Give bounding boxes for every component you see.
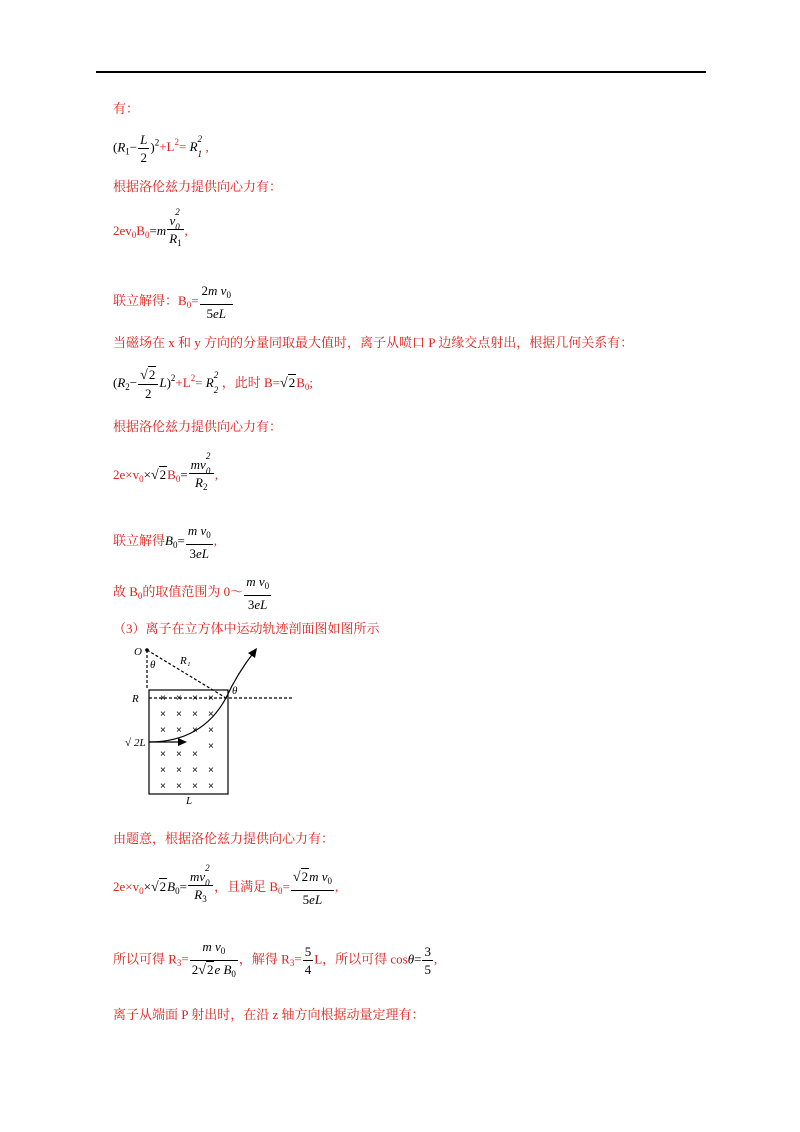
field-x: ×: [176, 765, 182, 776]
entry-arrow-head: [178, 738, 187, 746]
text-lorentz-force-3: 由题意，根据洛伦兹力提供向心力有：: [113, 831, 335, 846]
text-lorentz-1: [113, 178, 282, 196]
field-x: ×: [160, 781, 166, 792]
equation-range: 故 $B_0$的取值范围为 0～ $\frac{m v_0}{3eL}$: [113, 574, 270, 612]
equation-result-1: 联立解得：$B_0=$ $\frac{2m v_0}{5eL}$: [113, 283, 231, 321]
field-x: ×: [160, 765, 166, 776]
text-line-you: [113, 100, 139, 118]
field-x: ×: [192, 765, 198, 776]
equation-result-2: 联立解得$B_0=$ $\frac{m v_0}{3eL}$ ,: [113, 523, 217, 561]
field-x: ×: [208, 741, 214, 752]
equation-force-2: $2e\times v_0\times√2B_0=$ mv 2 0 $R_2$ ,: [113, 451, 219, 492]
field-x: ×: [160, 749, 166, 760]
exit-arrow-head: [248, 648, 257, 658]
field-x: ×: [176, 749, 182, 760]
equation-geometry-2: ($R_2-$ $\frac{√2}{2}$ $L)^2+L^2= R$ 2 2 ，此时 $B=√2B_0$;: [113, 367, 313, 401]
text-lorentz-2: [113, 418, 282, 436]
text-max-field-condition: 当磁场在 x 和 y 方向的分量同取最大值时，离子从喷口 P 边缘交点射出，根据几何关系有：: [113, 335, 634, 350]
trajectory-figure: [112, 644, 292, 806]
text-lorentz-3: [113, 830, 334, 848]
field-x: ×: [192, 709, 198, 720]
field-x: ×: [160, 693, 166, 704]
center-point-o: [145, 648, 149, 652]
field-x: ×: [192, 749, 198, 760]
field-x: ×: [192, 725, 198, 736]
equation-force-1: $2ev_0B_0=m$ v 2 0 $R_1$ ,: [113, 207, 188, 248]
label-theta-top: θ: [150, 659, 156, 671]
field-x: ×: [160, 709, 166, 720]
field-x: ×: [208, 781, 214, 792]
label-r: R: [132, 693, 139, 705]
field-x: ×: [208, 725, 214, 736]
field-x: ×: [176, 693, 182, 704]
field-x: ×: [208, 709, 214, 720]
text-lorentz-force-2: 根据洛伦兹力提供向心力有：: [113, 419, 283, 434]
label-sqrt: √: [125, 737, 132, 749]
text-part3-intro: （3）离子在立方体中运动轨迹剖面图如图所示: [113, 621, 380, 636]
field-x: ×: [160, 725, 166, 736]
text-momentum-theorem: 离子从端面 P 射出时，在沿 z 轴方向根据动量定理有：: [113, 1007, 425, 1022]
field-x: ×: [192, 781, 198, 792]
equation-geometry-1: ($R_1-$ $\frac{L}{2}$ )$^2+L^2= R$ 2 1 ,: [113, 132, 209, 165]
field-x: ×: [208, 765, 214, 776]
text-max-field: [113, 334, 633, 352]
header-rule: [96, 71, 706, 73]
field-x: ×: [208, 693, 214, 704]
field-x: ×: [176, 725, 182, 736]
label-2l: 2L: [134, 737, 146, 749]
label-o: O: [134, 646, 142, 658]
label-theta-right: θ: [232, 685, 238, 697]
field-x: ×: [176, 709, 182, 720]
text-momentum: [113, 1006, 425, 1024]
label-l-bottom: L: [186, 795, 193, 806]
field-x: ×: [192, 693, 198, 704]
equation-force-3: $2e\times v_0\times√2B_0=$ mv 2 0 $R_3$ ，且满足 $B_0=$ $\frac{√2m v_0}{5eL}$ ,: [113, 863, 339, 907]
text-lorentz-force-1: 根据洛伦兹力提供向心力有：: [113, 179, 283, 194]
equation-r3-cos: 所以可得 $R_3=$ $\frac{m v_0}{2√2e B_0}$ ，解得 $R_3=$ $\frac{5}{4}$ L，所以可得 cosθ= $\frac{3}{5}$ ,: [113, 939, 438, 979]
field-x: ×: [176, 781, 182, 792]
text-part3: [113, 620, 380, 638]
label-r1: R₁: [180, 655, 191, 667]
text-you: 有：: [113, 101, 140, 116]
